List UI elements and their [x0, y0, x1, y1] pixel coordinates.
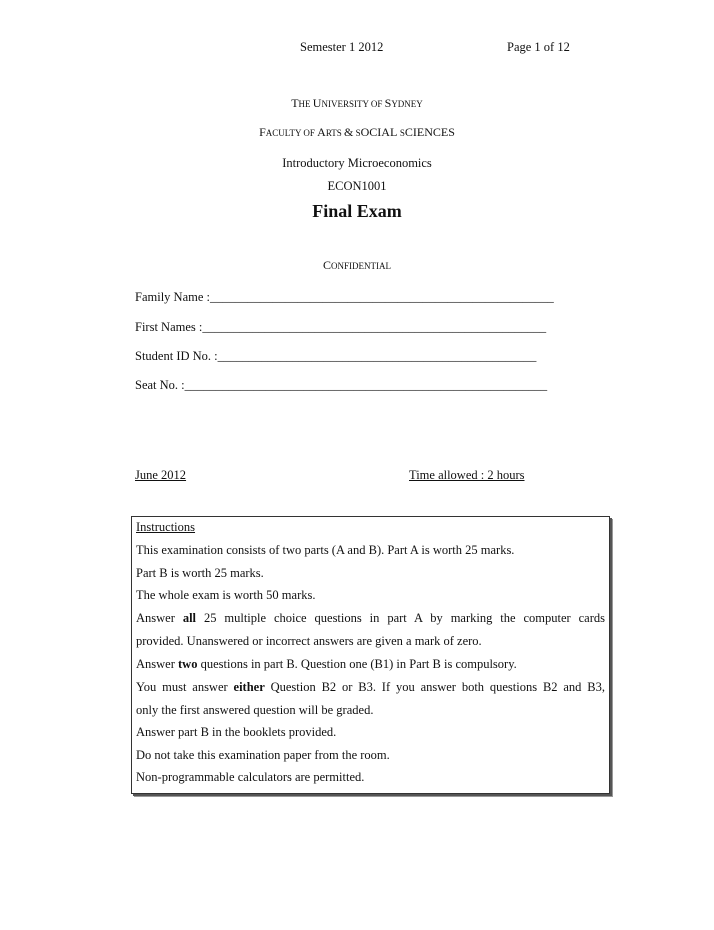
instruction-line: Answer all 25 multiple choice questions in part A by marking the computer cards — [136, 611, 605, 625]
instruction-line: Answer two questions in part B. Question one (B1) in Part B is compulsory. — [136, 657, 517, 671]
student-id-field[interactable]: Student ID No. :___________________________________________________ — [135, 349, 537, 363]
instructions-box — [131, 516, 610, 794]
instruction-line: Do not take this examination paper from the room. — [136, 748, 390, 762]
exam-title: Final Exam — [312, 201, 402, 221]
semester-label: Semester 1 2012 — [300, 40, 384, 54]
course-name: Introductory Microeconomics — [282, 156, 432, 170]
course-code: ECON1001 — [327, 179, 387, 193]
exam-date: June 2012 — [135, 468, 187, 482]
instruction-line: Non-programmable calculators are permitted. — [136, 770, 365, 784]
instruction-line: Part B is worth 25 marks. — [136, 566, 264, 580]
instruction-line: only the first answered question will be graded. — [136, 703, 374, 717]
instruction-line: You must answer either Question B2 or B3. If you answer both questions B2 and B3, — [136, 680, 605, 694]
time-allowed: Time allowed : 2 hours — [409, 468, 525, 482]
instruction-line: Answer part B in the booklets provided. — [136, 725, 337, 739]
instruction-line: This examination consists of two parts (A and B). Part A is worth 25 marks. — [136, 543, 515, 557]
university-name: THE UNIVERSITY OF SYDNEY — [291, 96, 423, 110]
faculty-name: FACULTY OF ARTS & SOCIAL SCIENCES — [259, 125, 455, 139]
instruction-line: provided. Unanswered or incorrect answers are given a mark of zero. — [136, 634, 482, 648]
page-number: Page 1 of 12 — [507, 40, 570, 54]
instructions-heading: Instructions — [136, 520, 196, 534]
family-name-field[interactable]: Family Name :_______________________________________________________ — [135, 290, 554, 304]
seat-no-field[interactable]: Seat No. :__________________________________________________________ — [135, 378, 548, 392]
instruction-line: The whole exam is worth 50 marks. — [136, 588, 316, 602]
first-names-field[interactable]: First Names :_______________________________________________________ — [135, 320, 547, 334]
confidential-label: CONFIDENTIAL — [322, 258, 391, 272]
